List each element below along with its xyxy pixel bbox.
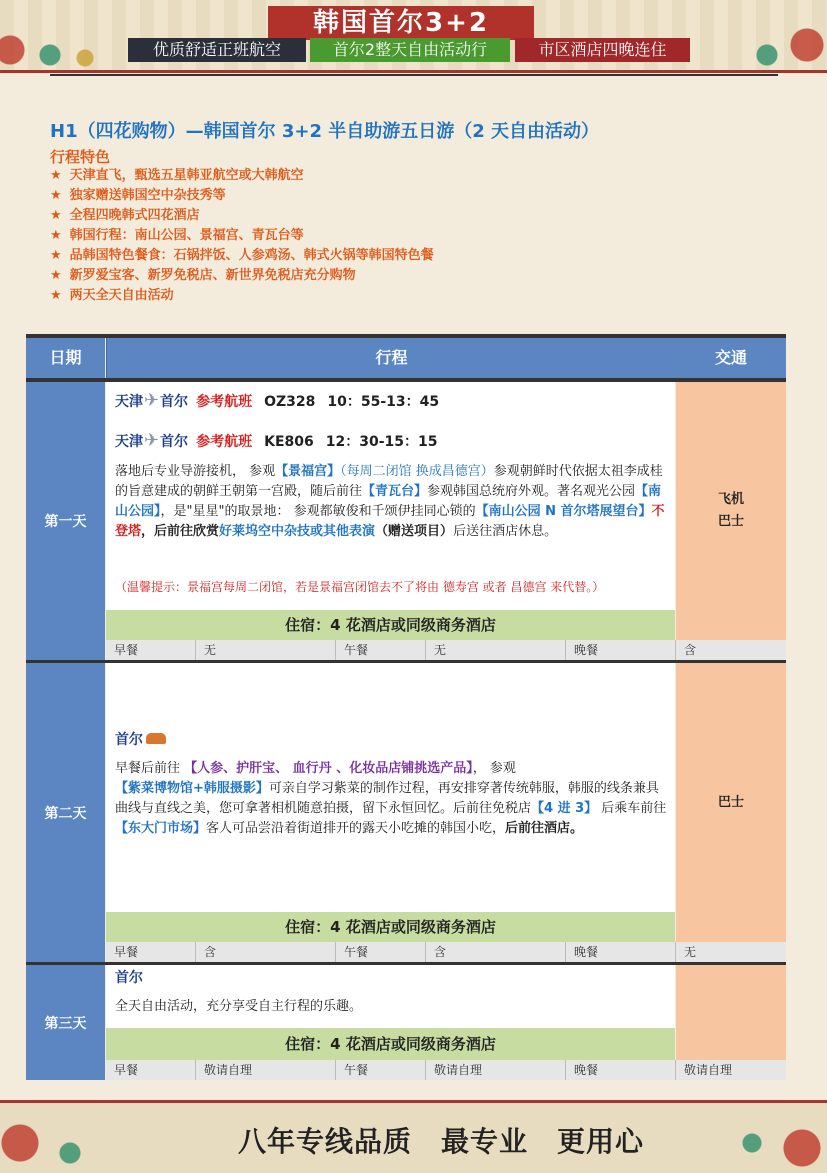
itinerary-table xyxy=(26,334,786,1080)
features-list xyxy=(50,166,434,306)
star-icon: ★ xyxy=(50,288,62,303)
warm-tip: （温馨提示：景福宫每周二闭馆，若是景福宫闭馆去不了将由 德寿宫 或者 昌德宫 来代替。） xyxy=(115,580,605,594)
ornament-right-icon xyxy=(687,0,827,70)
header-transport: 交通 xyxy=(676,338,786,378)
feature-item: ★ 天津直飞，甄选五星韩亚航空或大韩航空 xyxy=(50,168,304,183)
footer-slogan: 八年专线品质 最专业 更用心 xyxy=(238,1125,645,1158)
day-description: 落地后专业导游接机， 参观【景福宫】（每周二闭馆 换成昌德宫）参观朝鲜时代依据太祖李成桂的旨意建成的朝鲜王朝第一宫殿，随后前往【青瓦台】参观韩国总统府外观。著名观光公园【南山公园】，是"星星"的取景地： 参观都敏俊和千颂伊挂同心锁的【南山公园 N 首尔塔展望台】不登塔，后前往欣赏好莱坞空中杂技或其他表演（赠送项目）后送往酒店休息。 xyxy=(115,464,665,539)
brochure-title: 韩国首尔3+2 xyxy=(268,6,534,40)
day-content xyxy=(106,965,675,1028)
plane-icon: ✈ xyxy=(144,390,160,411)
features-title: 行程特色 xyxy=(50,148,111,166)
ornament-left-icon xyxy=(0,1103,100,1170)
tag-free-days: 首尔2整天自由活动行 xyxy=(310,38,510,62)
transport-cell: 巴士 xyxy=(676,663,786,942)
star-icon: ★ xyxy=(50,188,62,203)
transport-cell xyxy=(676,965,786,1060)
car-icon xyxy=(146,733,166,744)
stay-row: 住宿：4 花酒店或同级商务酒店 xyxy=(106,1028,675,1060)
meals-row: 早餐 无 午餐 无 晚餐 含 xyxy=(106,640,786,660)
day-description: 全天自由活动，充分享受自主行程的乐趣。 xyxy=(115,999,363,1014)
feature-item: ★ 全程四晚韩式四花酒店 xyxy=(50,208,200,223)
stay-row: 住宿：4 花酒店或同级商务酒店 xyxy=(106,912,675,942)
route-title: H1（四花购物）—韩国首尔 3+2 半自助游五日游（2 天自由活动） xyxy=(50,121,600,142)
transport-cell: 飞机 巴士 xyxy=(676,382,786,640)
feature-item: ★ 独家赠送韩国空中杂技秀等 xyxy=(50,188,226,203)
day-label: 第一天 xyxy=(26,382,105,660)
meals-row: 早餐 敬请自理 午餐 敬请自理 晚餐 敬请自理 xyxy=(106,1060,786,1080)
header-date: 日期 xyxy=(26,338,105,378)
feature-item: ★ 两天全天自由活动 xyxy=(50,288,174,303)
star-icon: ★ xyxy=(50,208,62,223)
ornament-left-icon xyxy=(0,0,120,70)
day-content xyxy=(106,382,675,610)
flight-line: 天津✈首尔 参考航班 OZ328 10：55-13：45 xyxy=(115,390,440,411)
day-content xyxy=(106,663,675,912)
feature-item: ★ 韩国行程：南山公园、景福宫、青瓦台等 xyxy=(50,228,304,243)
day-label: 第三天 xyxy=(26,965,105,1080)
star-icon: ★ xyxy=(50,168,62,183)
header-route: 行程 xyxy=(106,338,677,378)
city-line: 首尔 xyxy=(115,970,143,986)
ornament-right-icon xyxy=(707,1103,827,1170)
stay-row: 住宿：4 花酒店或同级商务酒店 xyxy=(106,610,675,640)
header-divider xyxy=(50,74,778,76)
star-icon: ★ xyxy=(50,268,62,283)
star-icon: ★ xyxy=(50,228,62,243)
feature-item: ★ 新罗爱宝客、新罗免税店、新世界免税店充分购物 xyxy=(50,268,356,283)
plane-icon: ✈ xyxy=(144,430,160,451)
feature-item: ★ 品韩国特色餐食：石锅拌饭、人参鸡汤、韩式火锅等韩国特色餐 xyxy=(50,248,434,263)
tag-flight: 优质舒适正班航空 xyxy=(128,38,306,62)
day-description: 早餐后前往 【人参、护肝宝、 血行丹 、化妆品店铺挑选产品】， 参观【紫菜博物馆+韩服摄影】可亲自学习紫菜的制作过程，再安排穿著传统韩服，韩服的线条兼具曲线与直线之美，您可拿著相机随意拍摄，留下永恒回忆。后前往免税店【4 进 3】 后乘车前往【东大门市场】客人可品尝沿着街道排开的露天小吃摊的韩国小吃，后前往酒店。 xyxy=(115,761,667,836)
star-icon: ★ xyxy=(50,248,62,263)
city-line: 首尔 xyxy=(115,729,166,749)
day-label: 第二天 xyxy=(26,663,105,962)
flight-line: 天津✈首尔 参考航班 KE806 12：30-15：15 xyxy=(115,430,438,451)
meals-row: 早餐 含 午餐 含 晚餐 无 xyxy=(106,942,786,962)
tag-hotel: 市区酒店四晚连住 xyxy=(515,38,690,62)
